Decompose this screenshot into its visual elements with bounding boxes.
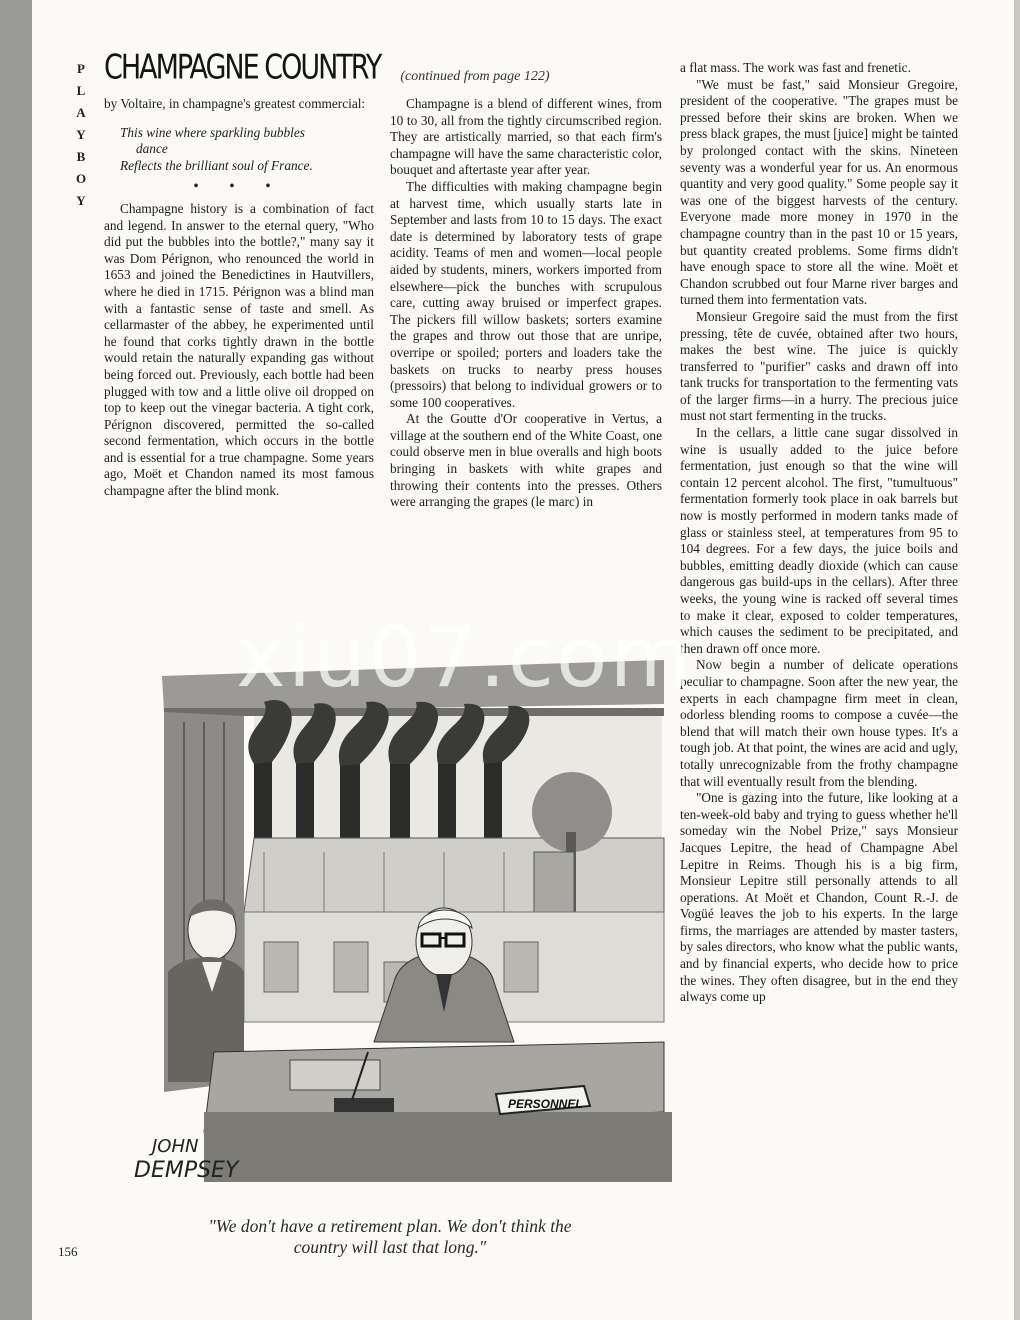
playboy-vertical-logo: [66, 58, 96, 212]
logo-letter: A: [76, 105, 86, 120]
artist-signature-line1: JOHN: [152, 1136, 199, 1157]
caption-line: country will last that long.": [293, 1237, 487, 1257]
paragraph: Champagne is a blend of different wines, from 10 to 30, all from the tightly circumscribed region. They are artistically married, so that each firm's champagne will have the same characteristic color, bouquet and aftertaste year after year.: [390, 96, 662, 178]
article-header: [104, 48, 674, 96]
logo-letter: P: [77, 61, 85, 76]
paragraph: "One is gazing into the future, like looking at a ten-week-old baby and trying to guess whether he'll someday win the Nobel Prize," says Monsieur Jacques Lepitre, the head of Champagne Abel Lepitre in Reims. Though his is a big firm, Monsieur Lepitre still personally attends to all operations. At Moët et Chandon, Count R.-J. de Vogüé leaves the job to his experts. In the large firms, the marriages are attended by master tasters, by sales directors, who know what the public wants, and by financial experts, who decide how to price the wines. They often disagree, but in the end they always come up: [680, 790, 958, 1005]
logo-letter: L: [76, 83, 86, 98]
artist-signature-line2: DEMPSEY: [134, 1158, 239, 1183]
watermark: xiu07.com: [236, 608, 694, 706]
verse-line: Reflects the brilliant soul of France.: [120, 157, 313, 173]
page-number: 156: [58, 1244, 78, 1259]
continued-note: (continued from page 122): [400, 69, 550, 84]
paragraph: The difficulties with making champagne begin at harvest time, which usually starts late in September and lasts from 10 to 15 days. The exact date is determined by laboratory tests of grape acidity. Teams of men and women—local people aided by students, miners, workers imported from elsewhere—pick the bunches with scrupulous care, cutting away bruised or imperfect grapes. The pickers fill willow baskets; sorters examine the grapes and throw out those that are unripe, overripe or spoiled; porters and loaders take the baskets on trucks to nearby press houses (pressoirs) that belong to individual growers or to some 100 cooperatives.: [390, 178, 662, 410]
paragraph: Champagne history is a combination of fact and legend. In answer to the eternal query, "Who did put the bubbles into the bottle?," many say it was Dom Pérignon, who renounced the world in 1653 and joined the Benedictines in Hautvillers, where he died in 1715. Pérignon was a blind man with a fantastic sense of taste and smell. As cellarmaster of the abbey, he experimented until he found that corks tightly drawn in the bottle would retain the naturally expanding gas without being forced out. Previously, each bottle had been plugged with tow and a little olive oil dropped on top to keep out the vinegar bacteria. A tight cork, Pérignon discovered, permitted the so-called second fermentation, which occurs in the bottle and is essential for a true champagne. Some years ago, Moët et Chandon named its most famous champagne after the blind monk.: [104, 200, 374, 499]
scan-edge-right: [1014, 0, 1020, 1320]
logo-letter: B: [76, 149, 86, 164]
paragraph: "We must be fast," said Monsieur Gregoire, president of the cooperative. "The grapes must be pressed before their skins are broken. When we press black grapes, the must [juice] might be tainted by prolonged contact with the skins. Nineteen seventy was a wonderful year for us. An enormous quantity and very good quality." Some people say it was one of the biggest harvests of the century. Everyone made more money in 1970 in the champagne country than in the past 10 or 15 years, but quantity created problems. Some firms didn't have enough space to store all the wine. Moët et Chandon scrubbed out four Marne river barges and turned them into fermentation vats.: [680, 76, 958, 308]
logo-letter: Y: [76, 127, 86, 142]
paragraph: In the cellars, a little cane sugar dissolved in wine is usually added to the juice before fermentation, just enough so that the wine will contain 12 percent alcohol. The first, "tumultuous" fermentation formerly took place in oak barrels but now is mostly performed in modern tanks made of glass or stainless steel, at temperatures from 95 to 104 degrees. For a few days, the juice boils and bubbles, emitting deadly dioxide (which can cause dangerous gas build-ups in the cellars). After three weeks, the young wine is racked off several times to make it clear, exposed to colder temperatures, which causes the sediment to be precipitated, and then drawn off once more.: [680, 425, 958, 656]
section-break: • • •: [193, 178, 285, 194]
text-column-3: [680, 60, 958, 1006]
article-title: CHAMPAGNE COUNTRY: [104, 48, 381, 87]
scan-edge-left: [0, 0, 32, 1320]
desk-sign-text: PERSONNEL: [508, 1097, 583, 1111]
logo-letter: O: [75, 171, 87, 186]
verse-line: dance: [136, 141, 168, 157]
cartoon-caption: [120, 1216, 660, 1258]
paragraph: Now begin a number of delicate operations peculiar to champagne. Soon after the new year, the experts in each champagne firm meet in clean, odorless blending rooms to compose a cuvée—the blend that will match their own house types. It's a tough job. At that point, the wines are acid and ugly, totally unrecognizable from the frothy champagne that will eventually result from the blending.: [680, 657, 958, 789]
paragraph: At the Goutte d'Or cooperative in Vertus, a village at the southern end of the White Coast, one could observe men in blue overalls and high boots bringing in baskets with white grapes and throwing their contents into the presses. Others were arranging the grapes (le marc) in: [390, 411, 662, 510]
cartoon-illustration: [104, 612, 672, 1200]
paragraph: a flat mass. The work was fast and frenetic.: [680, 60, 911, 75]
caption-line: "We don't have a retirement plan. We don't think the: [208, 1216, 572, 1236]
text-column-2: [390, 96, 662, 511]
logo-letter: Y: [76, 193, 86, 208]
text-column-1: [104, 96, 374, 500]
paragraph: by Voltaire, in champagne's greatest commercial:: [104, 96, 366, 111]
paragraph: Monsieur Gregoire said the must from the first pressing, tête de cuvée, obtained after two hours, makes the best wine. The juice is quickly transferred to "purifier" casks and drawn off into tank trucks for transportation to the fermenting vats of the larger firms—in a hurry. The precious juice must not start fermenting in the trucks.: [680, 308, 958, 424]
verse-quote: [120, 125, 374, 175]
verse-line: This wine where sparkling bubbles: [120, 124, 305, 140]
